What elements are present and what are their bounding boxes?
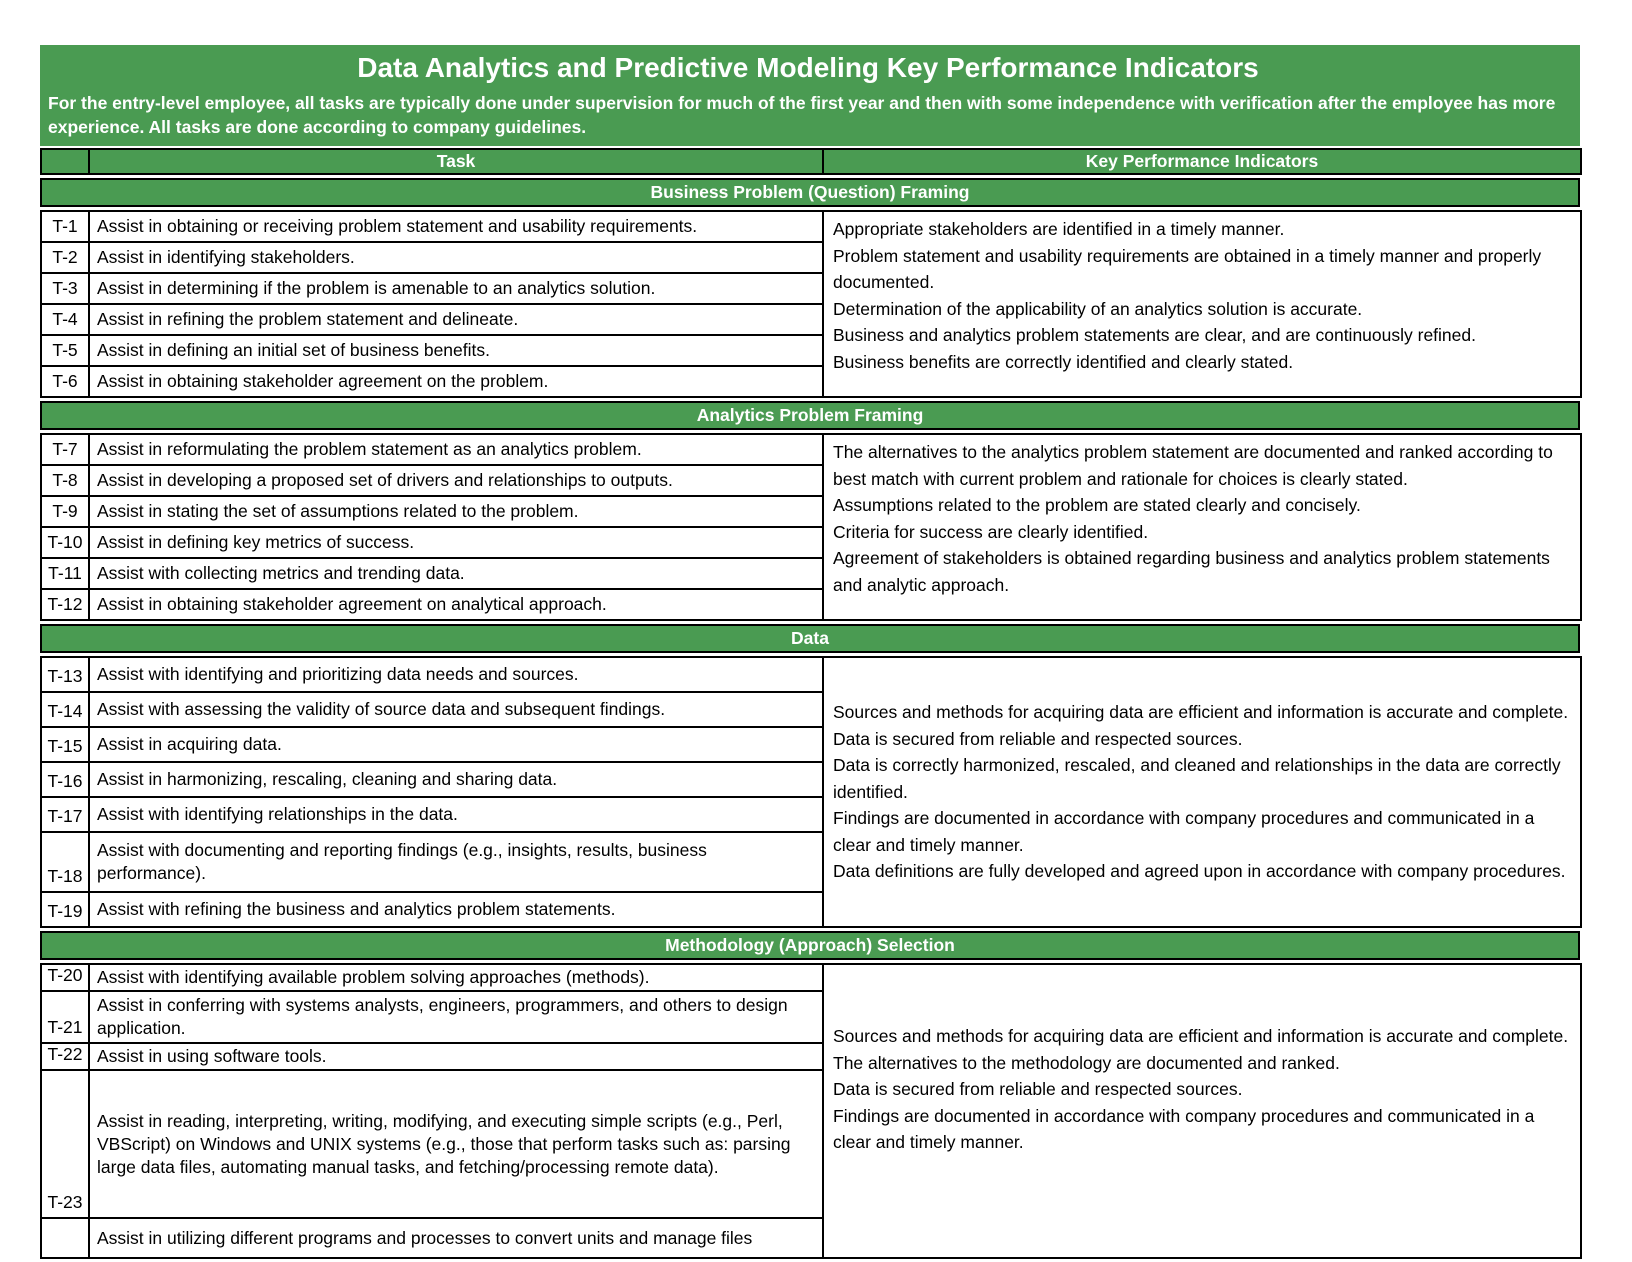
task-text: Assist with assessing the validity of source data and subsequent findings. [89,692,823,727]
kpi-line: The alternatives to the methodology are documented and ranked. [833,1052,1340,1073]
section-banner-business-problem-framing: Business Problem (Question) Framing [40,178,1580,207]
page-subtitle: For the entry-level employee, all tasks are typically done under supervision for much of the first year and then with some independence with verification after the employee has more experience. All tasks are done according to company guidelines. [48,93,1556,137]
kpi-line: Criteria for success are clearly identified. [833,521,1149,542]
task-id: T-19 [41,892,89,927]
table-row [41,657,1581,692]
section-table-business-problem-framing [40,210,1582,398]
column-header-table [40,148,1582,175]
column-header-row [41,149,1581,174]
kpi-line: Data is secured from reliable and respected sources. [833,728,1243,749]
task-text: Assist in reformulating the problem statement as an analytics problem. [89,434,823,465]
kpi-line: Findings are documented in accordance with company procedures and communicated in a clear and timely manner. [833,1105,1535,1152]
task-text: Assist in stating the set of assumptions related to the problem. [89,496,823,527]
task-id: T-23 [41,1070,89,1218]
kpi-line: Problem statement and usability requirements are obtained in a timely manner and properly documented. [833,245,1542,292]
task-text: Assist in obtaining stakeholder agreement on analytical approach. [89,589,823,620]
task-id: T-11 [41,558,89,589]
task-text: Assist in defining key metrics of success. [89,527,823,558]
kpi-line: Agreement of stakeholders is obtained regarding business and analytics problem statements and analytic approach. [833,548,1550,595]
task-id: T-20 [41,964,89,991]
table-row [41,211,1581,242]
task-text: Assist with collecting metrics and trending data. [89,558,823,589]
kpi-document [40,45,1580,1259]
task-text: Assist in obtaining stakeholder agreement on the problem. [89,366,823,397]
kpi-line: Business benefits are correctly identified and clearly stated. [833,351,1294,372]
kpi-line: Sources and methods for acquiring data are efficient and information is accurate and complete. [833,702,1569,723]
kpi-line: Findings are documented in accordance with company procedures and communicated in a clear and timely manner. [833,808,1535,855]
kpi-cell [823,434,1581,620]
kpi-line: Data definitions are fully developed and agreed upon in accordance with company procedures. [833,861,1566,882]
task-id: T-12 [41,589,89,620]
section-banner-data: Data [40,624,1580,653]
kpi-cell [823,657,1581,927]
task-id: T-3 [41,273,89,304]
task-text: Assist in conferring with systems analysts, engineers, programmers, and others to design application. [89,991,823,1043]
table-row [41,434,1581,465]
kpi-line: Sources and methods for acquiring data are efficient and information is accurate and complete. [833,1026,1569,1046]
title-banner [40,45,1580,146]
column-header-task: Task [89,149,823,174]
task-id: T-17 [41,797,89,832]
section-table-methodology-selection [40,963,1582,1259]
task-id: T-5 [41,335,89,366]
section-table-data [40,656,1582,928]
kpi-cell [823,964,1581,1258]
task-id: T-22 [41,1043,89,1070]
task-text: Assist in acquiring data. [89,727,823,762]
section-banner-methodology-selection: Methodology (Approach) Selection [40,931,1580,960]
task-text: Assist with refining the business and analytics problem statements. [89,892,823,927]
kpi-cell [823,211,1581,397]
kpi-line: The alternatives to the analytics problem statement are documented and ranked according to best match with current problem and rationale for choices is clearly stated. [833,442,1553,489]
task-id: T-21 [41,991,89,1043]
task-text: Assist in obtaining or receiving problem statement and usability requirements. [89,211,823,242]
task-id: T-2 [41,242,89,273]
task-text: Assist in determining if the problem is amenable to an analytics solution. [89,273,823,304]
task-id: T-16 [41,762,89,797]
section-banner-analytics-problem-framing: Analytics Problem Framing [40,401,1580,430]
task-id: T-14 [41,692,89,727]
kpi-line: Assumptions related to the problem are stated clearly and concisely. [833,495,1361,515]
task-text: Assist in refining the problem statement and delineate. [89,304,823,335]
kpi-line: Data is secured from reliable and respected sources. [833,1079,1243,1099]
task-id: T-18 [41,832,89,892]
task-text: Assist in harmonizing, rescaling, cleaning and sharing data. [89,762,823,797]
task-text: Assist in developing a proposed set of drivers and relationships to outputs. [89,465,823,496]
task-text: Assist with documenting and reporting findings (e.g., insights, results, business performance). [89,832,823,892]
task-text: Assist in using software tools. [89,1043,823,1070]
column-header-kpi: Key Performance Indicators [823,149,1581,174]
task-text: Assist in defining an initial set of business benefits. [89,335,823,366]
task-id: T-15 [41,727,89,762]
kpi-line: Appropriate stakeholders are identified in a timely manner. [833,219,1285,239]
task-id [41,1218,89,1258]
page-title: Data Analytics and Predictive Modeling Key Performance Indicators [357,52,1259,83]
kpi-line: Determination of the applicability of an analytics solution is accurate. [833,298,1363,319]
task-id: T-7 [41,434,89,465]
task-id: T-6 [41,366,89,397]
kpi-line: Data is correctly harmonized, rescaled, and cleaned and relationships in the data are correctly identified. [833,755,1561,802]
task-id: T-13 [41,657,89,692]
task-id: T-4 [41,304,89,335]
task-text: Assist with identifying relationships in the data. [89,797,823,832]
task-id: T-8 [41,465,89,496]
section-table-analytics-problem-framing [40,433,1582,621]
task-text: Assist in utilizing different programs and processes to convert units and manage files [89,1218,823,1258]
task-id: T-1 [41,211,89,242]
task-text: Assist in identifying stakeholders. [89,242,823,273]
kpi-line: Business and analytics problem statements are clear, and are continuously refined. [833,325,1476,345]
task-id: T-9 [41,496,89,527]
task-text: Assist with identifying available problem solving approaches (methods). [89,964,823,991]
task-id: T-10 [41,527,89,558]
column-header-id [41,149,89,174]
task-text: Assist with identifying and prioritizing data needs and sources. [89,657,823,692]
task-text: Assist in reading, interpreting, writing, modifying, and executing simple scripts (e.g., Perl, VBScript) on Windows and UNIX systems (e.g., those that perform tasks such as: parsing large data files, automating manual tasks, and fetching/processing remote data). [89,1070,823,1218]
table-row [41,964,1581,991]
